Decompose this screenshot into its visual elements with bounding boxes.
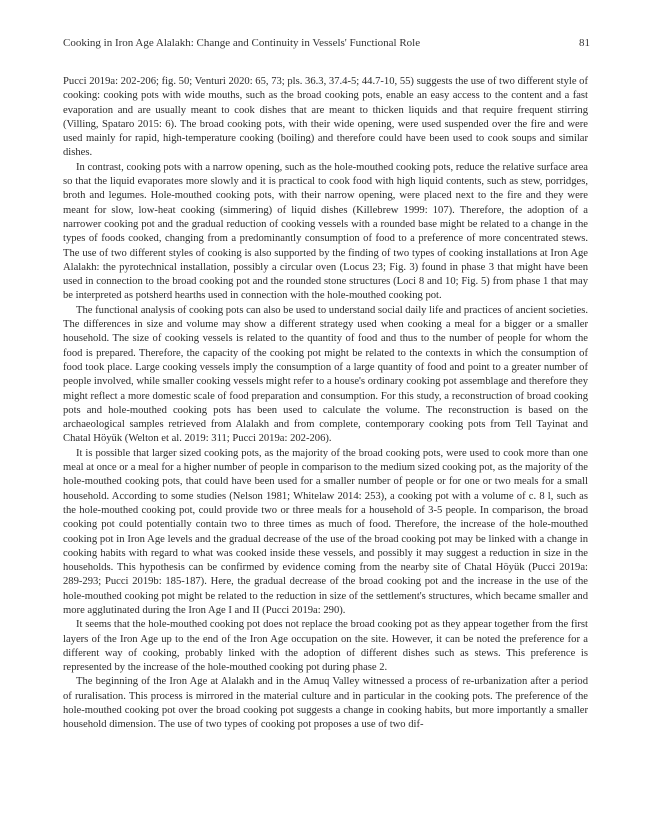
paragraph-2: In contrast, cooking pots with a narrow opening, such as the hole-mouthed cooking pots, reduce the relative surface area so that the liquid evaporates more slowly and it is practical to cook food with high liquid contents, such as stew, porridges, broth and legumes. Hole-mouthed cooking pots, with their narrow opening, were placed next to the fire and they were meant for slow, low-heat cooking (simmering) of liquid dishes (Killebrew 1999: 107). Therefore, the adoption of a narrower cooking pot and the gradual reduction of cooking vessels with a rounded base might be related to a change in the types of foods cooked, changing from a predominantly consumption of food to a preference of more concentrated stews. The use of two different styles of cooking is also supported by the finding of two types of cooking installations at Iron Age Alalakh: the pyrotechnical installation, possibly a circular oven (Locus 23; Fig. 3) found in phase 3 that might have been used in connection to the broad cooking pot and the rounded stone structures (Loci 8 and 10; Fig. 5) from phase 1 that may be interpreted as potsherd hearths used in connection with the hole-mouthed cooking pot.: [63, 161, 588, 302]
body-text: [63, 75, 588, 733]
running-title: Cooking in Iron Age Alalakh: Change and Continuity in Vessels' Functional Role: [63, 37, 421, 49]
paragraph-6: The beginning of the Iron Age at Alalakh and in the Amuq Valley witnessed a process of re-urbanization after a period of ruralisation. This process is mirrored in the material culture and in particular in the cooking pots. The preference of the hole-mouthed cooking pot over the broad cooking pot suggests a change in cooking habits, but more importantly a smaller household dimension. The use of two types of cooking pot proposes a use of two dif-: [63, 676, 588, 731]
running-header: [63, 37, 590, 53]
paragraph-4: It is possible that larger sized cooking pots, as the majority of the broad cooking pots, were used to cook more than one meal at once or a meal for a higher number of people in comparison to the medium sized cooking pot, as the majority of the hole-mouthed cooking pots, that could have been used for a smaller number of people or for one or two meals for a small household. According to some studies (Nelson 1981; Whitelaw 2014: 253), a cooking pot with a volume of c. 8 l, such as the hole-mouthed cooking pot, could provide two or three meals for a household of 3-5 people. In comparison, the broad cooking pot could potentially contain two to three times as much of food. Therefore, the increase of the hole-mouthed cooking pot in Iron Age levels and the gradual decrease of the use of the broad cooking pot may be linked with a change in cooking habits with regard to what was cooked inside these vessels, and possibly it may suggest a reduction in size in the households. This hypothesis can be confirmed by evidence coming from the nearby site of Chatal Höyük (Pucci 2019a: 289-293; Pucci 2019b: 185-187). Here, the gradual decrease of the broad cooking pot and the increase in the use of the hole-mouthed cooking pot might be related to the reduction in size of the settlement's structures, which became smaller and more agglutinated during the Iron Age I and II (Pucci 2019a: 290).: [63, 447, 588, 616]
paragraph-1: Pucci 2019a: 202-206; fig. 50; Venturi 2020: 65, 73; pls. 36.3, 37.4-5; 44.7-10, 55) suggests the use of two different style of cooking: cooking pots with wide mouths, such as the broad cooking pots, enable an easy access to the content and a fast evaporation and are usually meant to cook dishes that are meant to thicken liquids and that require frequent stirring (Villing, Spataro 2015: 6). The broad cooking pots, with their wide opening, were used suspended over the fire and were used mainly for rapid, high-temperature cooking (boiling) and therefore could have been used to cook soups and similar dishes.: [63, 76, 588, 159]
page-number: 81: [579, 37, 590, 49]
paragraph-3: The functional analysis of cooking pots can also be used to understand social daily life and practices of ancient societies. The differences in size and volume may show a different strategy used when cooking a meal for a bigger or a smaller household. The size of cooking vessels is related to the quantity of food and thus to the number of people for whom the food is prepared. Therefore, the capacity of the cooking pot might be related to the contexts in which the consumption of food took place. Large cooking vessels imply the consumption of a large quantity of food and point to a greater number of people involved, while smaller cooking vessels might refer to a house's ordinary cooking pot assemblage and therefore they might reflect a more domestic scale of food preparation and consumption. For this study, a reconstruction of broad cooking pots and hole-mouthed cooking pots has been used to calculate the volume. The reconstruction is based on the archaeological samples retrieved from Alalakh and from complete, contemporary cooking pots from Tell Tayinat and Chatal Höyük (Welton et al. 2019: 311; Pucci 2019a: 202-206).: [63, 304, 588, 445]
paragraph-5: It seems that the hole-mouthed cooking pot does not replace the broad cooking pot as they appear together from the first layers of the Iron Age up to the end of the Iron Age occupation on the site. However, it can be noted the preference for a different way of cooking, probably linked with the adoption of different dishes such as stews. This preference is represented by the increase of the hole-mouthed cooking pot during phase 2.: [63, 619, 588, 674]
